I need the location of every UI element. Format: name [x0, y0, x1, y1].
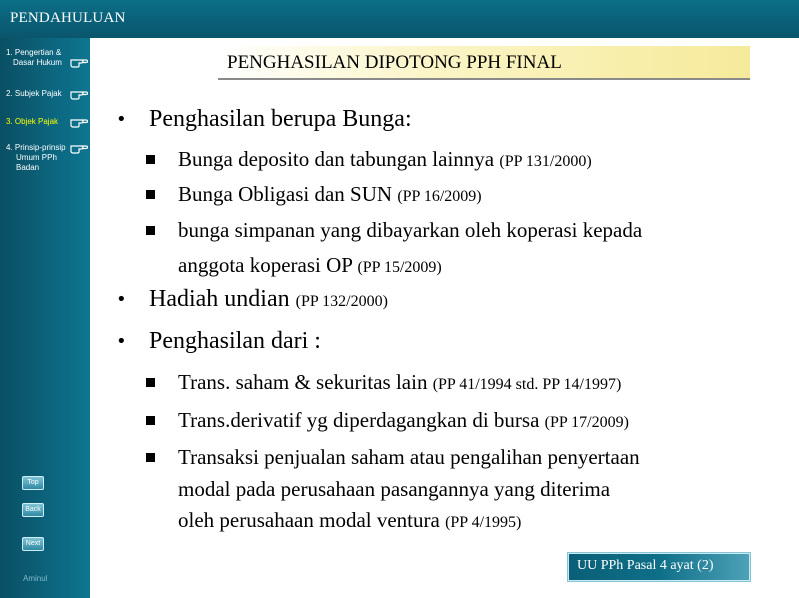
- bullet-text: Penghasilan dari :: [149, 328, 321, 354]
- top-button[interactable]: Top: [22, 476, 44, 490]
- bullet-item: [116, 286, 388, 313]
- sub-bullet-ref: (PP 131/2000): [499, 153, 592, 170]
- sidebar-item-prinsip[interactable]: [6, 143, 66, 173]
- square-bullet-icon: [146, 378, 155, 387]
- sub-bullet-ref: (PP 4/1995): [445, 514, 522, 531]
- bullet-icon: •: [116, 109, 127, 130]
- sidebar-item-label: 3. Objek Pajak: [6, 117, 59, 126]
- sub-bullet-text: modal pada perusahaan pasangannya yang diterima: [178, 477, 611, 501]
- sidebar-item-label: Dasar Hukum: [13, 58, 62, 67]
- sub-bullet-continuation: [178, 253, 442, 278]
- sub-bullet-text: anggota koperasi OP: [178, 253, 353, 277]
- pointing-hand-icon: [70, 54, 88, 68]
- sidebar-item-label: 1. Pengertian &: [6, 48, 62, 57]
- square-bullet-icon: [146, 416, 155, 425]
- sub-bullet-text: Trans.derivatif yg diperdagangkan di bursa: [178, 408, 540, 432]
- reference-box: [567, 552, 751, 582]
- sidebar-item-label: 2. Subjek Pajak: [6, 89, 62, 98]
- sub-bullet-text: oleh perusahaan modal ventura: [178, 508, 440, 532]
- square-bullet-icon: [146, 453, 155, 462]
- sub-bullet-ref: (PP 41/1994 std. PP 14/1997): [432, 376, 622, 393]
- sub-bullet-text: bunga simpanan yang dibayarkan oleh koperasi kepada: [178, 218, 643, 242]
- sub-bullet-ref: (PP 15/2009): [357, 259, 442, 276]
- header-title: PENDAHULUAN: [10, 10, 126, 26]
- sub-bullet-item: [178, 445, 640, 470]
- back-button[interactable]: Back: [22, 503, 44, 517]
- sub-bullet-ref: (PP 16/2009): [397, 188, 482, 205]
- sidebar-footer: Aminul: [23, 574, 48, 583]
- sub-bullet-continuation: [178, 477, 610, 502]
- pointing-hand-icon: [70, 114, 88, 128]
- sub-bullet-item: [178, 218, 642, 243]
- bullet-text: Hadiah undian: [149, 286, 290, 312]
- square-bullet-icon: [146, 155, 155, 164]
- sub-bullet-text: Trans. saham & sekuritas lain: [178, 370, 428, 394]
- sidebar-item-subjek-pajak[interactable]: [6, 89, 62, 99]
- bullet-icon: •: [116, 289, 127, 310]
- square-bullet-icon: [146, 190, 155, 199]
- pointing-hand-icon: [70, 140, 88, 154]
- sub-bullet-text: Bunga Obligasi dan SUN: [178, 182, 393, 206]
- pointing-hand-icon: [70, 86, 88, 100]
- slide-title: PENGHASILAN DIPOTONG PPH FINAL: [227, 52, 562, 73]
- bullet-item: [116, 328, 321, 355]
- bullet-text: Penghasilan berupa Bunga:: [149, 106, 412, 132]
- sub-bullet-item: [178, 408, 629, 433]
- next-button[interactable]: Next: [22, 537, 44, 551]
- sub-bullet-text: Transaksi penjualan saham atau pengalihan penyertaan: [178, 445, 640, 469]
- reference-text: UU PPh Pasal 4 ayat (2): [577, 558, 714, 573]
- square-bullet-icon: [146, 226, 155, 235]
- bullet-icon: •: [116, 331, 127, 352]
- sub-bullet-item: [178, 370, 621, 395]
- sub-bullet-continuation: [178, 508, 521, 533]
- header-bar: [0, 0, 799, 38]
- sub-bullet-ref: (PP 17/2009): [544, 414, 629, 431]
- sub-bullet-item: [178, 182, 482, 207]
- sidebar-item-label: 4. Prinsip-prinsip: [6, 143, 66, 152]
- bullet-ref: (PP 132/2000): [295, 293, 388, 310]
- sidebar-item-objek-pajak[interactable]: [6, 117, 58, 127]
- sub-bullet-text: Bunga deposito dan tabungan lainnya: [178, 147, 495, 171]
- bullet-item: [116, 106, 412, 133]
- sub-bullet-item: [178, 147, 592, 172]
- sidebar-item-label: Umum PPh: [16, 153, 57, 162]
- slide-title-box: [218, 46, 750, 80]
- sidebar-item-label: Badan: [16, 163, 40, 172]
- sidebar-item-pengertian[interactable]: [6, 48, 62, 68]
